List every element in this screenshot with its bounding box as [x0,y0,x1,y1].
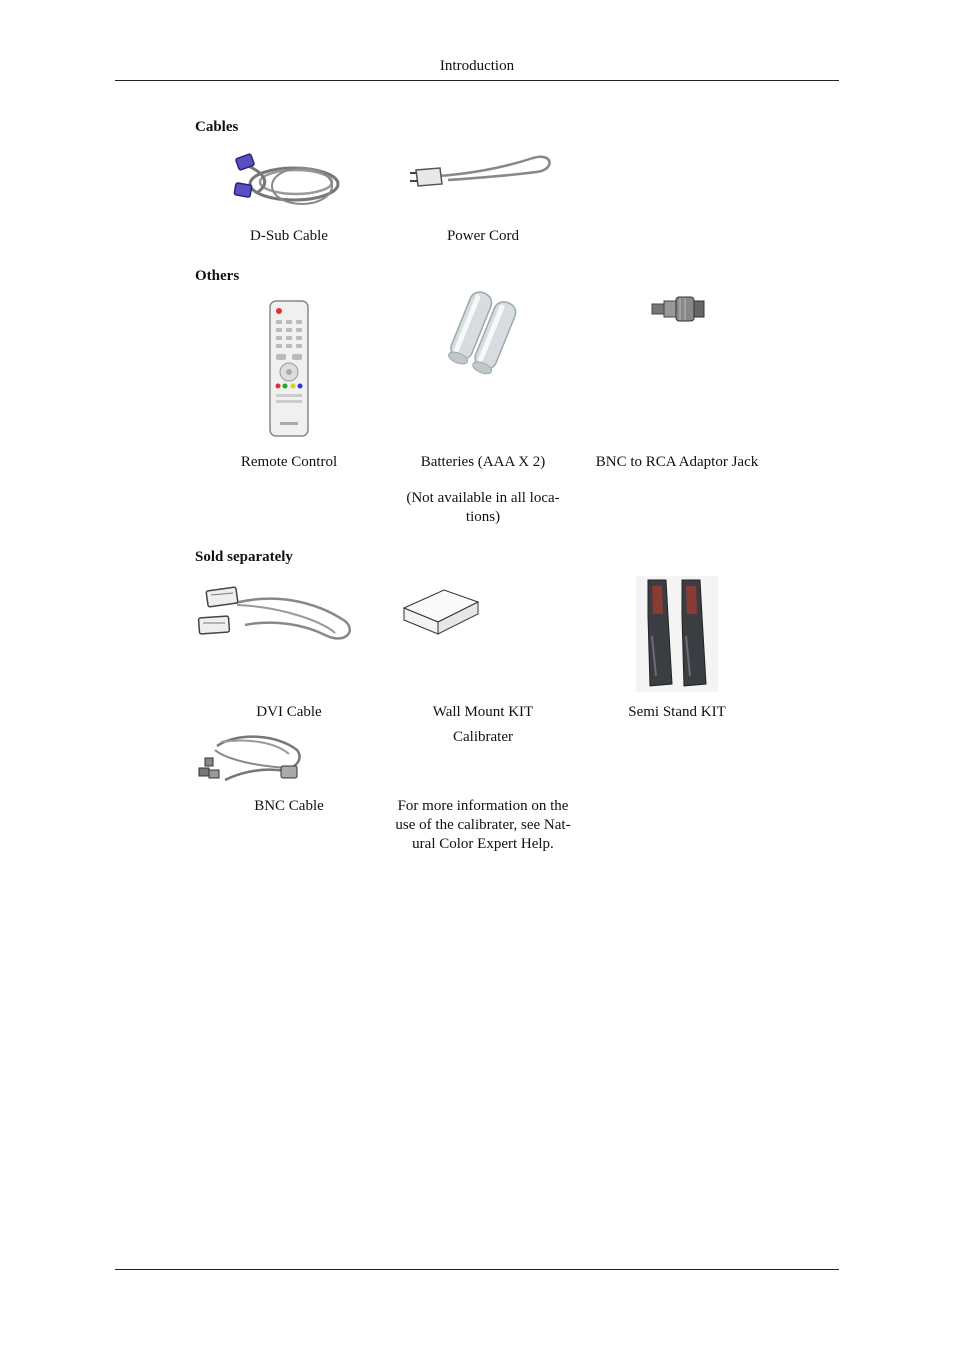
batteries-icon [444,290,524,378]
footer-rule [115,1269,839,1270]
caption-semi-stand-kit: Semi Stand KIT [628,704,726,720]
caption-dvi-cable: DVI Cable [256,704,322,720]
caption-power-cord: Power Cord [446,228,520,244]
batteries-note-line-1: (Not available in all loca- [406,490,560,506]
page-header-title: Introduction [439,58,515,74]
section-title-cables: Cables [195,119,239,135]
caption-calibrater: Calibrater [453,729,513,745]
section-title-sold-separately: Sold separately [195,549,293,565]
caption-wall-mount-kit: Wall Mount KIT [432,704,534,720]
calibrater-note-line-3: ural Color Expert Help. [412,836,554,852]
caption-bnc-rca-adaptor: BNC to RCA Adaptor Jack [595,454,759,470]
caption-remote-control: Remote Control [240,454,338,470]
wall-mount-kit-icon [402,586,480,636]
batteries-note-line-2: tions) [465,509,501,525]
calibrater-note-line-2: use of the calibrater, see Nat- [395,817,571,833]
remote-control-icon [268,300,310,438]
semi-stand-kit-icon [636,576,718,692]
dvi-cable-icon [195,583,355,645]
power-cord-icon [408,148,556,196]
bnc-rca-adaptor-icon [650,292,706,326]
section-title-others: Others [195,268,240,284]
header-rule [115,80,839,81]
caption-bnc-cable: BNC Cable [254,798,324,814]
calibrater-note-line-1: For more information on the [397,798,569,814]
caption-d-sub-cable: D-Sub Cable [250,228,328,244]
bnc-cable-icon [197,730,305,786]
d-sub-cable-icon [232,152,344,212]
caption-batteries: Batteries (AAA X 2) [420,454,546,470]
